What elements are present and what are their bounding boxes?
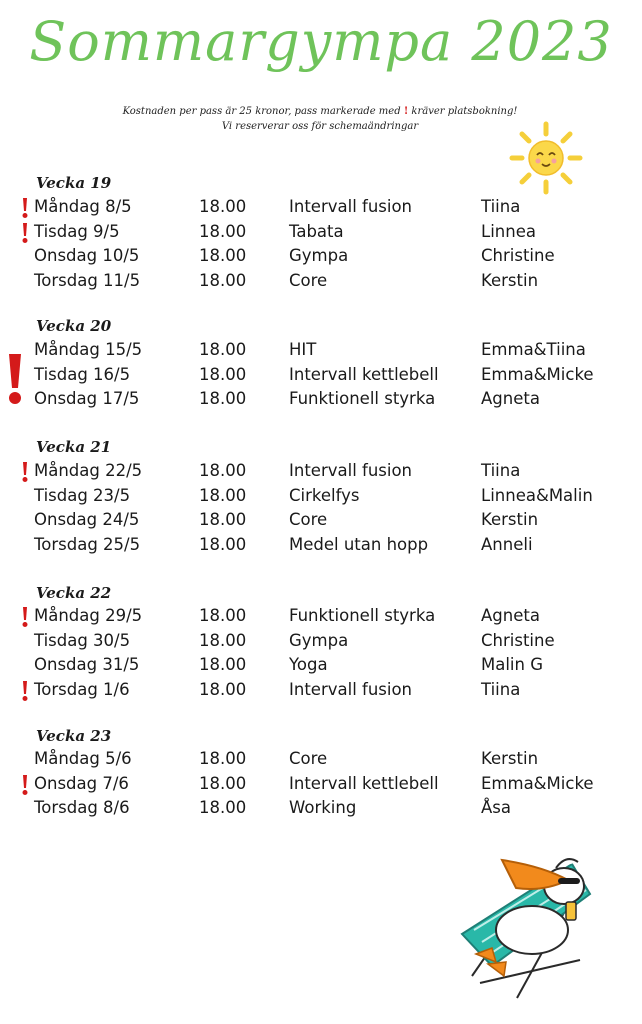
session-instructor: Emma&Micke	[481, 773, 594, 793]
session-time: 18.00	[199, 630, 247, 650]
session-instructor: Kerstin	[481, 510, 539, 530]
session-day: Tisdag 23/5	[34, 485, 131, 505]
session-class: Intervall fusion	[289, 197, 413, 216]
session-instructor: Christine	[481, 246, 555, 266]
week-heading: Vecka 20	[36, 317, 112, 335]
session-instructor: Kerstin	[481, 270, 539, 290]
booking-required-icon	[22, 774, 28, 796]
session-class: Intervall kettlebell	[289, 773, 439, 793]
session-day: Tisdag 30/5	[34, 630, 131, 650]
schedule-change-note: Vi reserverar oss för schemaändringar	[221, 121, 419, 132]
session-time: 18.00	[199, 389, 247, 409]
session-time: 18.00	[199, 655, 247, 675]
session-class: HIT	[289, 340, 317, 359]
session-class: Core	[289, 270, 328, 290]
session-row	[0, 606, 642, 630]
week-heading: Vecka 22	[36, 584, 112, 602]
session-instructor: Linnea&Malin	[481, 485, 593, 505]
session-day: Måndag 5/6	[34, 749, 132, 768]
session-row	[0, 246, 642, 270]
session-instructor: Linnea	[481, 221, 536, 241]
session-instructor: Agneta	[481, 389, 540, 409]
session-row	[0, 365, 642, 389]
session-day: Torsdag 8/6	[34, 798, 130, 818]
session-class: Core	[289, 510, 328, 530]
session-instructor: Anneli	[481, 534, 533, 554]
session-instructor: Emma&Tiina	[481, 340, 586, 359]
session-time: 18.00	[199, 510, 247, 530]
session-instructor: Christine	[481, 630, 555, 650]
session-instructor: Tiina	[481, 679, 521, 699]
session-day: Torsdag 1/6	[34, 679, 130, 699]
session-class: Medel utan hopp	[289, 534, 429, 554]
session-time: 18.00	[199, 485, 247, 505]
session-time: 18.00	[199, 679, 247, 699]
session-time: 18.00	[199, 773, 247, 793]
session-row	[0, 197, 642, 221]
session-time: 18.00	[199, 340, 247, 359]
session-day: Tisdag 9/5	[34, 221, 120, 241]
session-time: 18.00	[199, 246, 247, 266]
session-time: 18.00	[199, 270, 247, 290]
booking-mark-icon: !	[403, 106, 409, 117]
session-class: Intervall kettlebell	[289, 364, 439, 384]
session-day: Onsdag 10/5	[34, 246, 140, 266]
session-row	[0, 655, 642, 679]
session-instructor: Åsa	[481, 798, 511, 818]
sun-icon	[508, 120, 584, 196]
session-time: 18.00	[199, 749, 247, 768]
session-row	[0, 340, 642, 364]
session-day: Måndag 8/5	[34, 197, 132, 216]
session-time: 18.00	[199, 461, 247, 480]
booking-required-icon	[22, 197, 28, 219]
session-day: Tisdag 16/5	[34, 364, 131, 384]
session-row	[0, 535, 642, 559]
session-row	[0, 486, 642, 510]
session-row	[0, 389, 642, 413]
session-class: Working	[289, 798, 357, 818]
page-title: Sommargympa 2023	[29, 10, 613, 73]
session-time: 18.00	[199, 197, 247, 216]
session-class: Funktionell styrka	[289, 606, 436, 625]
session-day: Onsdag 31/5	[34, 655, 140, 675]
large-exclamation-icon	[6, 352, 24, 406]
session-row	[0, 680, 642, 704]
session-day: Onsdag 7/6	[34, 773, 129, 793]
session-row	[0, 271, 642, 295]
session-day: Torsdag 25/5	[34, 534, 141, 554]
session-time: 18.00	[199, 606, 247, 625]
session-class: Gympa	[289, 630, 349, 650]
session-day: Torsdag 11/5	[34, 270, 141, 290]
session-day: Måndag 29/5	[34, 606, 143, 625]
session-row	[0, 749, 642, 773]
cost-note-text: Kostnaden per pass är 25 kronor, pass markerade med	[122, 106, 401, 117]
cost-note	[60, 106, 580, 117]
session-instructor: Tiina	[481, 461, 521, 480]
week-heading: Vecka 21	[36, 438, 112, 456]
session-instructor: Malin G	[481, 655, 544, 675]
session-day: Onsdag 17/5	[34, 389, 140, 409]
session-class: Funktionell styrka	[289, 389, 436, 409]
session-row	[0, 461, 642, 485]
session-day: Måndag 15/5	[34, 340, 143, 359]
session-instructor: Tiina	[481, 197, 521, 216]
booking-required-icon	[22, 222, 28, 244]
session-time: 18.00	[199, 798, 247, 818]
session-class: Tabata	[289, 221, 344, 241]
session-class: Core	[289, 749, 328, 768]
session-day: Onsdag 24/5	[34, 510, 140, 530]
session-class: Yoga	[289, 655, 328, 675]
session-class: Intervall fusion	[289, 461, 413, 480]
session-time: 18.00	[199, 364, 247, 384]
session-time: 18.00	[199, 221, 247, 241]
session-instructor: Agneta	[481, 606, 540, 625]
session-class: Gympa	[289, 246, 349, 266]
session-day: Måndag 22/5	[34, 461, 143, 480]
booking-required-icon	[22, 606, 28, 628]
booking-note-text: kräver platsbokning!	[411, 106, 518, 117]
session-class: Intervall fusion	[289, 679, 413, 699]
booking-required-icon	[22, 680, 28, 702]
session-row	[0, 798, 642, 822]
week-heading: Vecka 23	[36, 727, 112, 745]
session-row	[0, 774, 642, 798]
session-row	[0, 631, 642, 655]
session-instructor: Emma&Micke	[481, 364, 594, 384]
session-class: Cirkelfys	[289, 485, 360, 505]
session-instructor: Kerstin	[481, 749, 539, 768]
pelican-deckchair-illustration	[452, 838, 602, 1006]
booking-required-icon	[22, 461, 28, 483]
session-row	[0, 222, 642, 246]
week-heading: Vecka 19	[36, 174, 112, 192]
session-time: 18.00	[199, 534, 247, 554]
session-row	[0, 510, 642, 534]
